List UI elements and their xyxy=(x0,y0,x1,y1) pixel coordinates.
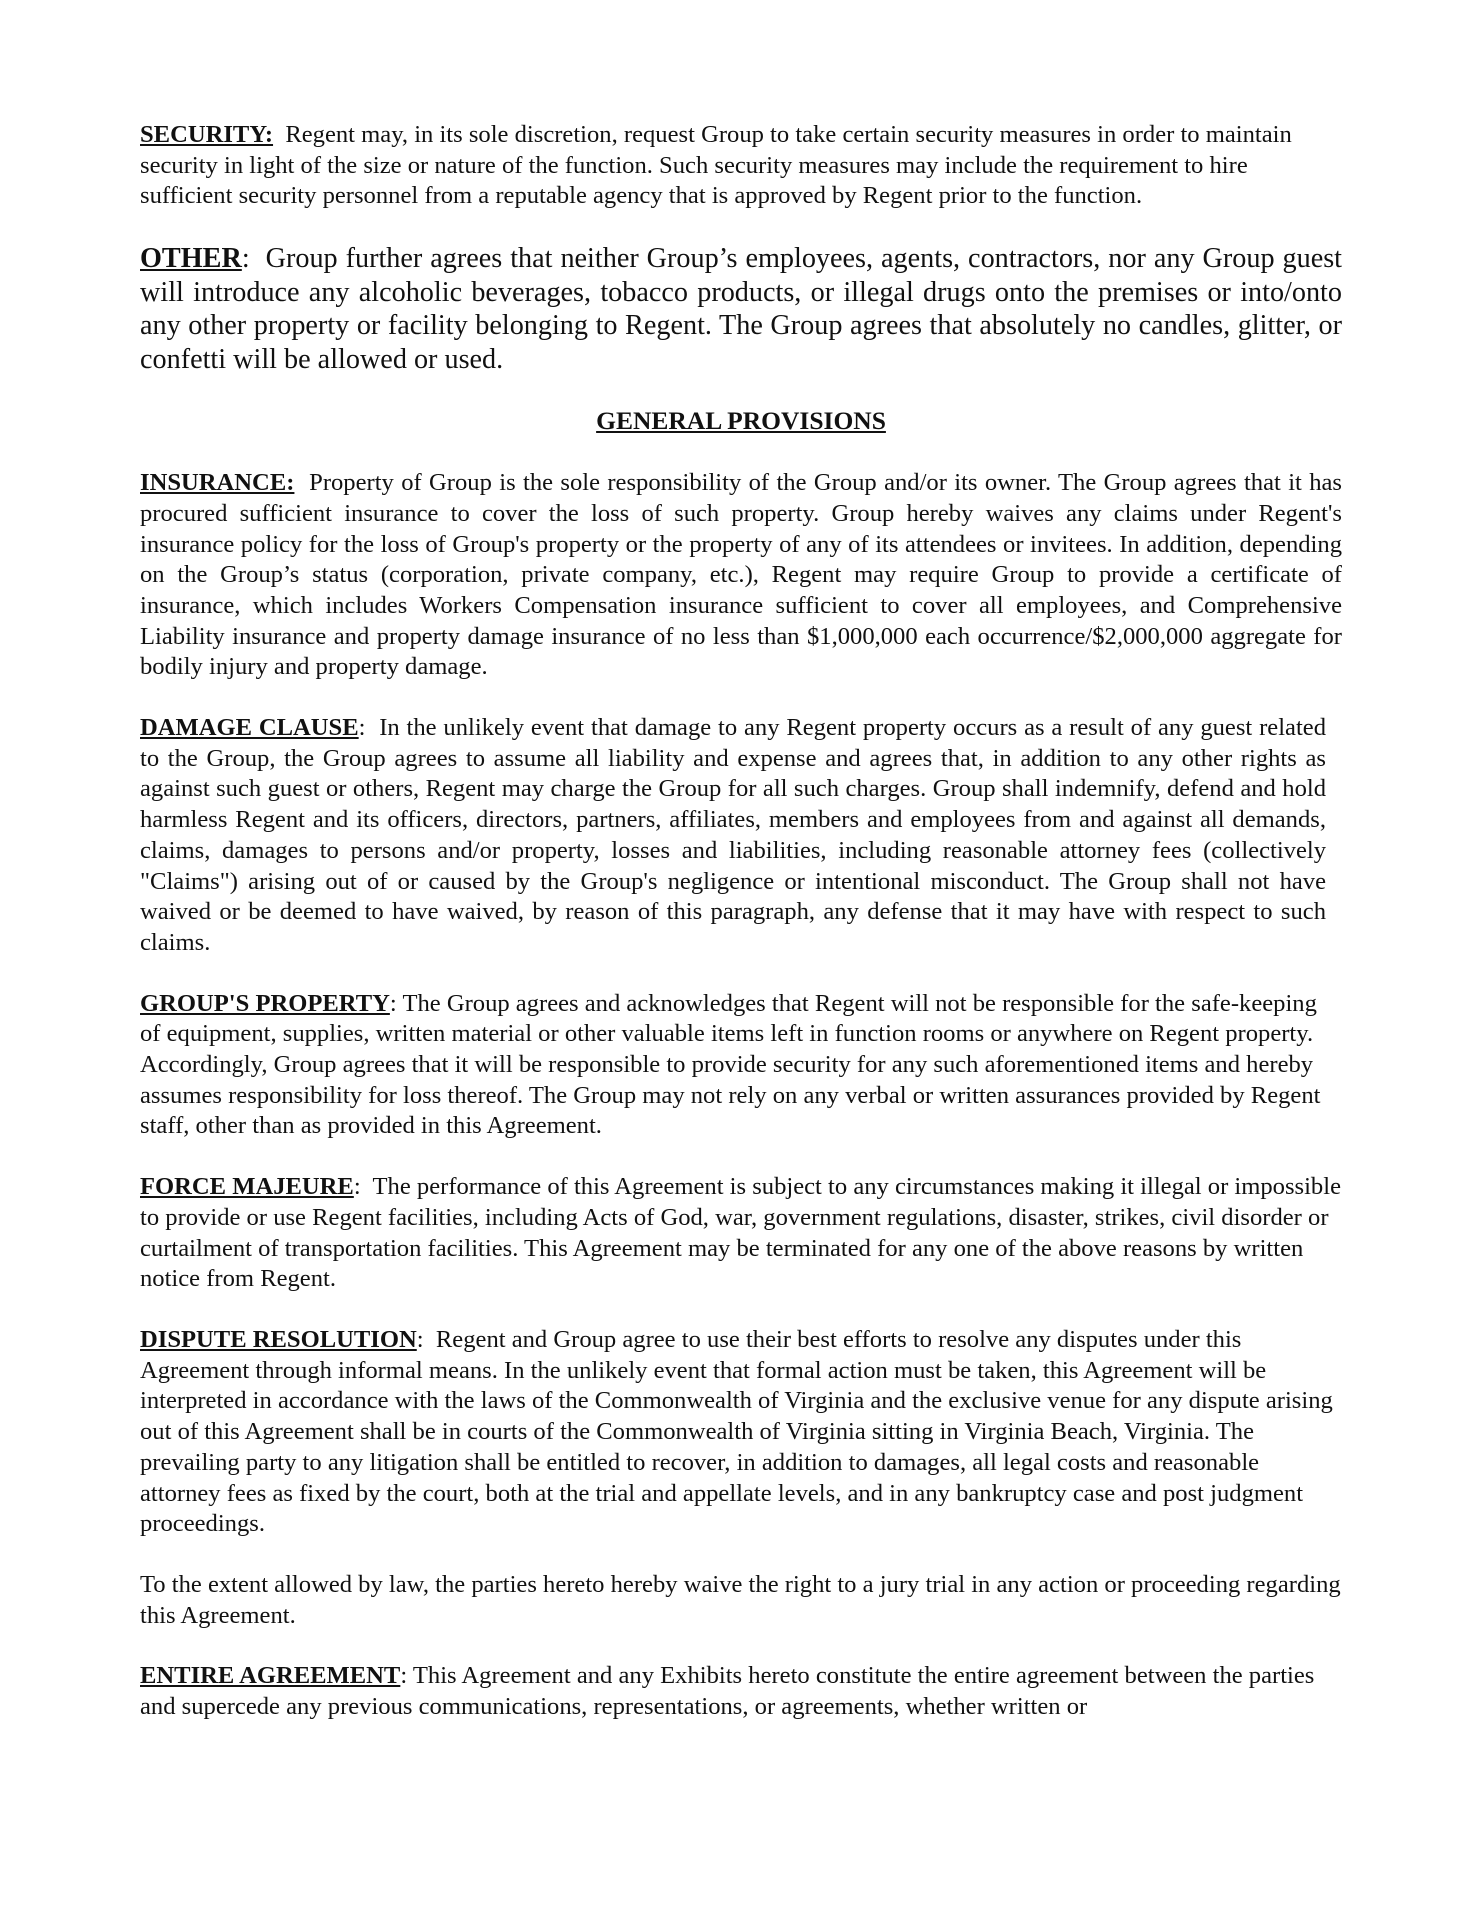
security-heading: SECURITY: xyxy=(140,121,274,148)
groups-property-separator: : xyxy=(389,989,397,1017)
dispute-resolution-separator: : xyxy=(416,1325,424,1353)
entire-agreement-separator: : xyxy=(400,1662,408,1690)
groups-property-text: The Group agrees and acknowledges that Regent will not be responsible for the safe-keeping of equipment, supplies, written material or other valuable items left in function rooms or anywhere on Regent property. Accordingly, Group agrees that it will be responsible to provide security for any such aforementioned items and hereby assumes responsibility for loss thereof. The Group may not rely on any verbal or written assurances provided by Regent staff, other than as provided in this Agreement. xyxy=(140,989,1321,1140)
damage-clause-text: In the unlikely event that damage to any Regent property occurs as a result of any guest related to the Group, the Group agrees to assume all liability and expense and agrees that, in addition to any other rights as against such guest or others, Regent may charge the Group for all such charges. Group shall indemnify, defend and hold harmless Regent and its officers, directors, partners, affiliates, members and employees from and against all demands, claims, damages to persons and/or property, losses and liabilities, including reasonable attorney fees (collectively "Claims") arising out of or caused by the Group's negligence or intentional misconduct. The Group shall not have waived or be deemed to have waived, by reason of this paragraph, any defense that it may have with respect to such claims. xyxy=(140,714,1326,956)
insurance-text: Property of Group is the sole responsibility of the Group and/or its owner. The Group agrees that it has procured sufficient insurance to cover the loss of such property. Group hereby waives any claims under Regent's insurance policy for the loss of Group's property or the property of any of its attendees or invitees. In addition, depending on the Group’s status (corporation, private company, etc.), Regent may require Group to provide a certificate of insurance, which includes Workers Compensation insurance sufficient to cover all employees, and Comprehensive Liability insurance and property damage insurance of no less than $1,000,000 each occurrence/$2,000,000 aggregate for bodily injury and property damage. xyxy=(140,469,1342,681)
insurance-heading: INSURANCE: xyxy=(140,469,295,497)
insurance-paragraph xyxy=(140,468,1342,683)
jury-waiver-text: To the extent allowed by law, the parties hereto hereby waive the right to a jury trial in any action or proceeding regarding this Agreement. xyxy=(140,1570,1341,1629)
groups-property-heading: GROUP'S PROPERTY xyxy=(140,989,390,1017)
damage-clause-heading: DAMAGE CLAUSE xyxy=(140,714,359,742)
damage-clause-paragraph xyxy=(140,713,1326,959)
security-paragraph xyxy=(140,120,1312,212)
other-paragraph xyxy=(140,242,1342,376)
dispute-resolution-heading: DISPUTE RESOLUTION xyxy=(140,1325,417,1353)
force-majeure-separator: : xyxy=(353,1173,361,1201)
security-text: Regent may, in its sole discretion, request Group to take certain security measures in order to maintain security in light of the size or nature of the function. Such security measures may include the requirement to hire sufficient security personnel from a reputable agency that is approved by Regent prior to the function. xyxy=(140,121,1292,210)
other-heading: OTHER xyxy=(140,243,242,275)
force-majeure-paragraph xyxy=(140,1172,1342,1295)
dispute-resolution-text: Regent and Group agree to use their best efforts to resolve any disputes under this Agreement through informal means. In the unlikely event that formal action must be taken, this Agreement will be interpreted in accordance with the laws of the Commonwealth of Virginia and the exclusive venue for any dispute arising out of this Agreement shall be in courts of the Commonwealth of Virginia sitting in Virginia Beach, Virginia. The prevailing party to any litigation shall be entitled to recover, in addition to damages, all legal costs and reasonable attorney fees as fixed by the court, both at the trial and appellate levels, and in any bankruptcy case and post judgment proceedings. xyxy=(140,1325,1333,1538)
other-text: Group further agrees that neither Group’s employees, agents, contractors, nor any Group guest will introduce any alcoholic beverages, tobacco products, or illegal drugs onto the premises or into/onto any other property or facility belonging to Regent. The Group agrees that absolutely no candles, glitter, or confetti will be allowed or used. xyxy=(140,243,1343,375)
entire-agreement-paragraph xyxy=(140,1661,1342,1722)
jury-waiver-paragraph xyxy=(140,1570,1342,1631)
document-page xyxy=(140,120,1342,1753)
other-separator: : xyxy=(241,243,250,275)
force-majeure-text: The performance of this Agreement is subject to any circumstances making it illegal or impossible to provide or use Regent facilities, including Acts of God, war, government regulations, disaster, strikes, civil disorder or curtailment of transportation facilities. This Agreement may be terminated for any one of the above reasons by written notice from Regent. xyxy=(140,1173,1341,1293)
entire-agreement-text: This Agreement and any Exhibits hereto constitute the entire agreement between the parties and supercede any previous communications, representations, or agreements, whether written or xyxy=(140,1662,1315,1721)
entire-agreement-heading: ENTIRE AGREEMENT xyxy=(140,1662,401,1690)
force-majeure-heading: FORCE MAJEURE xyxy=(140,1173,354,1201)
dispute-resolution-paragraph xyxy=(140,1325,1342,1540)
damage-clause-separator: : xyxy=(358,714,366,742)
general-provisions-title: GENERAL PROVISIONS xyxy=(596,406,886,436)
groups-property-paragraph xyxy=(140,989,1342,1143)
